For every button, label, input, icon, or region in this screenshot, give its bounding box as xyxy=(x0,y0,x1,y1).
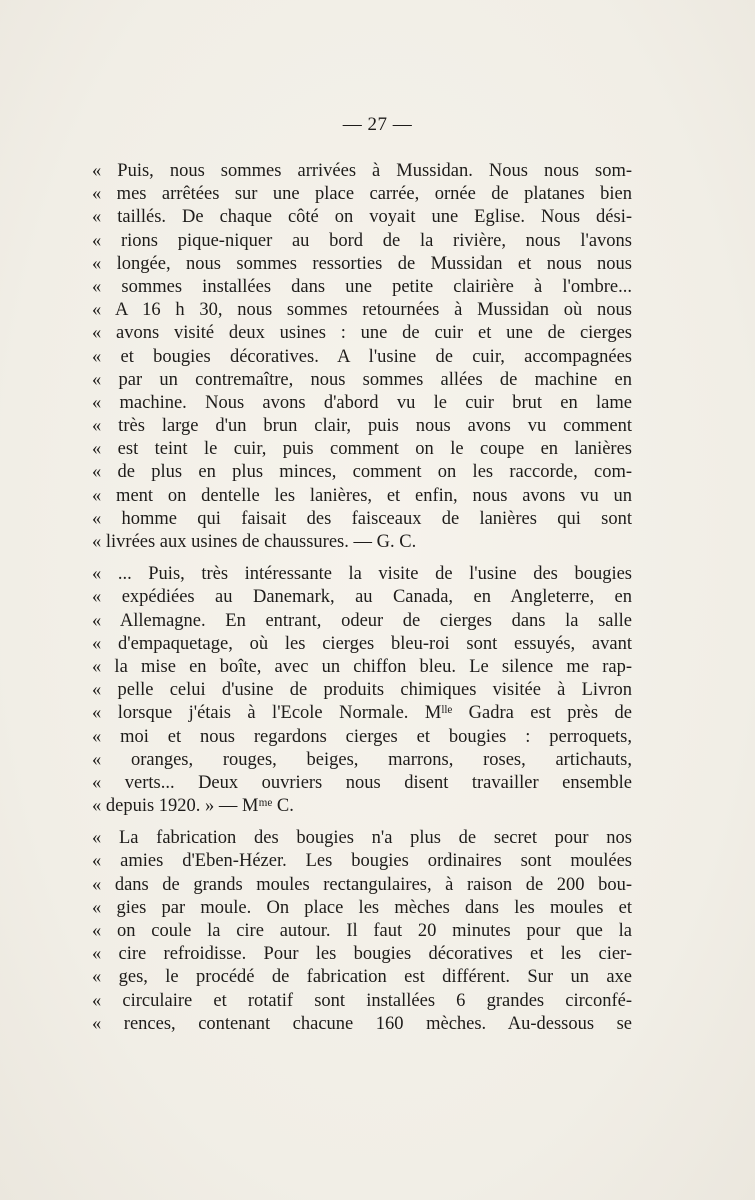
text-line: « machine. Nous avons d'abord vu le cuir brut en lame xyxy=(92,392,632,413)
text-line: « verts... Deux ouvriers nous disent travailler ensemble xyxy=(92,772,632,793)
text-line: « longée, nous sommes ressorties de Mussidan et nous nous xyxy=(92,253,632,274)
text-line: « rions pique-niquer au bord de la rivière, nous l'avons xyxy=(92,230,632,251)
text-line: « ... Puis, très intéressante la visite de l'usine des bougies xyxy=(92,564,632,585)
text-line: « taillés. De chaque côté on voyait une Eglise. Nous dési- xyxy=(92,207,632,228)
text-line: « expédiées au Danemark, au Canada, en Angleterre, en xyxy=(92,587,632,608)
text-line: « dans de grands moules rectangulaires, à raison de 200 bou- xyxy=(92,874,632,895)
text-line: « Puis, nous sommes arrivées à Mussidan. Nous nous som- xyxy=(92,161,632,181)
text-line: « A 16 h 30, nous sommes retournées à Mussidan où nous xyxy=(92,300,632,321)
text-line: « mes arrêtées sur une place carrée, ornée de platanes bien xyxy=(92,184,632,205)
body-text xyxy=(92,160,632,1036)
paragraph xyxy=(92,160,632,554)
text-line: « est teint le cuir, puis comment on le coupe en lanières xyxy=(92,439,632,460)
paragraph xyxy=(92,563,632,818)
text-line: « circulaire et rotatif sont installées 6 grandes circonfé- xyxy=(92,990,632,1011)
text-line: « rences, contenant chacune 160 mèches. Au-dessous se xyxy=(92,1013,632,1034)
text-line: « et bougies décoratives. A l'usine de cuir, accompagnées xyxy=(92,346,632,367)
text-line: « Allemagne. En entrant, odeur de cierges dans la salle xyxy=(92,610,632,631)
text-line: « depuis 1920. » — Mᵐᵉ C. xyxy=(92,796,294,817)
text-line: « amies d'Eben-Hézer. Les bougies ordinaires sont moulées xyxy=(92,851,632,872)
text-line: « La fabrication des bougies n'a plus de secret pour nos xyxy=(92,828,632,849)
text-line: « très large d'un brun clair, puis nous avons vu comment xyxy=(92,416,632,437)
text-line: « on coule la cire autour. Il faut 20 minutes pour que la xyxy=(92,921,632,941)
text-line: « oranges, rouges, beiges, marrons, roses, artichauts, xyxy=(92,749,632,770)
text-line: « homme qui faisait des faisceaux de lanières qui sont xyxy=(92,508,632,529)
text-line: « par un contremaître, nous sommes allées de machine en xyxy=(92,369,632,390)
text-line: « avons visité deux usines : une de cuir et une de cierges xyxy=(92,323,632,344)
paragraph xyxy=(92,827,632,1036)
text-line: « moi et nous regardons cierges et bougies : perroquets, xyxy=(92,726,632,747)
text-line: « sommes installées dans une petite clairière à l'ombre... xyxy=(92,276,632,297)
text-line: « de plus en plus minces, comment on les raccorde, com- xyxy=(92,462,632,483)
text-line: « d'empaquetage, où les cierges bleu-roi sont essuyés, avant xyxy=(92,633,632,654)
text-line: « gies par moule. On place les mèches dans les moules et xyxy=(92,897,632,918)
text-line: « livrées aux usines de chaussures. — G. C. xyxy=(92,532,417,552)
text-line: « pelle celui d'usine de produits chimiques visitée à Livron xyxy=(92,680,632,701)
page-number: — 27 — xyxy=(342,114,413,135)
text-line: « la mise en boîte, avec un chiffon bleu. Le silence me rap- xyxy=(92,656,632,677)
text-line: « ment on dentelle les lanières, et enfin, nous avons vu un xyxy=(92,485,632,506)
text-line: « lorsque j'étais à l'Ecole Normale. Mˡˡᵉ Gadra est près de xyxy=(92,703,632,724)
text-line: « ges, le procédé de fabrication est différent. Sur un axe xyxy=(92,967,632,988)
text-line: « cire refroidisse. Pour les bougies décoratives et les cier- xyxy=(92,944,632,965)
